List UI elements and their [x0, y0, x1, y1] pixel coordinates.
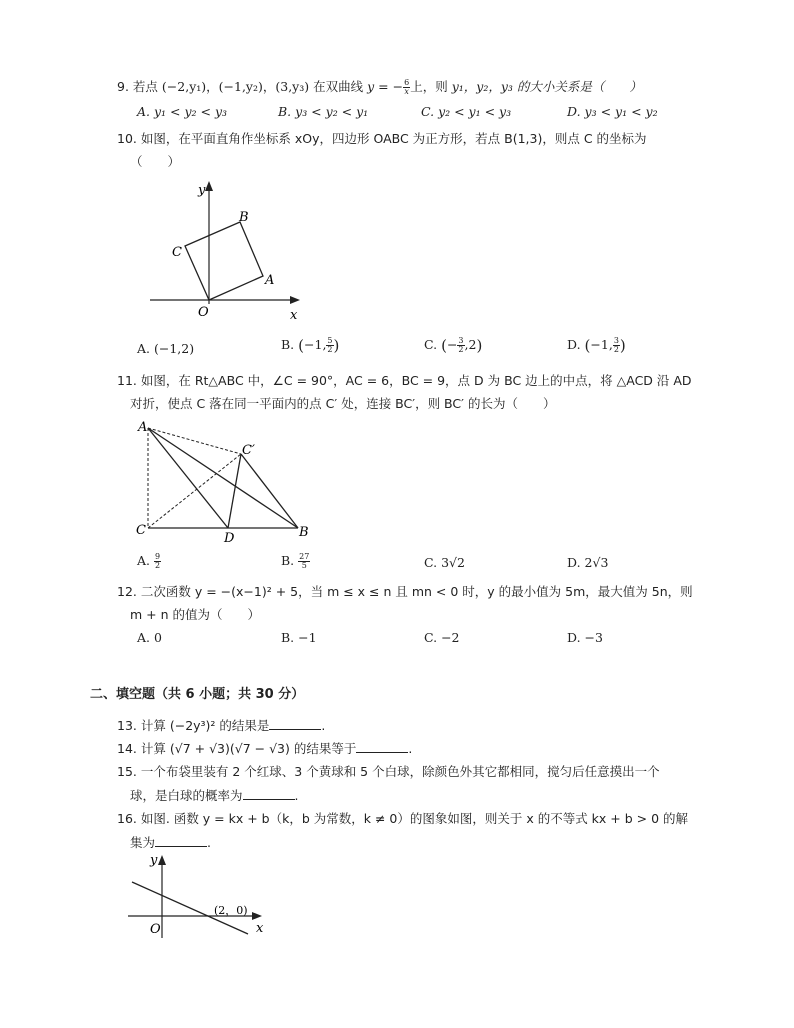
- q10-label-b: B: [239, 210, 249, 225]
- q12-stem-line1: 12. 二次函数 y = −(x−1)² + 5，当 m ≤ x ≤ n 且 mn < 0 时，y 的最小值为 5m，最大值为 5n，则: [117, 584, 693, 599]
- q16-number: 16.: [117, 811, 137, 826]
- q11-segment-acp: [148, 428, 241, 454]
- q11-label-cprime: C′: [242, 443, 255, 458]
- q11-label-b: B: [299, 525, 309, 540]
- q16-label-y: y: [150, 853, 158, 868]
- q11-option-a[interactable]: A. $\frac{9}{2}$: [137, 552, 161, 570]
- q10-square-oabc: [185, 222, 263, 300]
- q9-option-d[interactable]: D. y₃ < y₁ < y₂: [567, 104, 658, 119]
- q13-stem: 13. 计算 (−2y³)² 的结果是 .: [117, 718, 326, 733]
- q9-text-tail: y₁，y₂，y₃ 的大小关系是（ ）: [451, 79, 642, 94]
- q10-x-axis: [150, 296, 300, 304]
- q9-fraction: $\frac{6}{x}$: [404, 78, 410, 96]
- q16-answer-blank[interactable]: [155, 833, 207, 847]
- q9-text-post: 上，则: [410, 79, 448, 94]
- q9-option-a[interactable]: A. y₁ < y₂ < y₃: [137, 104, 228, 119]
- q12-option-c[interactable]: C. −2: [424, 630, 460, 645]
- q16-stem-line1: 16. 如图. 函数 y = kx + b（k，b 为常数，k ≠ 0）的图象如图，则关于 x 的不等式 kx + b > 0 的解: [117, 811, 689, 826]
- q11-segment-ab: [148, 428, 298, 528]
- q12-option-a[interactable]: A. 0: [137, 630, 162, 645]
- q10-y-axis: [205, 181, 213, 304]
- q10-label-y: y: [198, 183, 206, 198]
- q14-answer-blank[interactable]: [356, 739, 408, 753]
- q16-label-x: x: [256, 921, 264, 936]
- q9-text-mid: 在双曲线: [313, 79, 364, 94]
- q9-function: y = −: [367, 79, 404, 94]
- q11-stem-line1: 11. 如图，在 Rt△ABC 中，∠C = 90°，AC = 6，BC = 9，点 D 为 BC 边上的中点，将 △ACD 沿 AD: [117, 373, 692, 388]
- q15-number: 15.: [117, 764, 137, 779]
- q12-stem-line2: m + n 的值为（ ）: [130, 607, 260, 622]
- q10-option-c[interactable]: C. (− $\frac{3}{2}$ ,2): [424, 336, 483, 355]
- q11-number: 11.: [117, 373, 137, 388]
- q10-label-c: C: [172, 245, 182, 260]
- q11-segment-ccp: [148, 454, 241, 528]
- q11-label-c: C: [136, 523, 146, 538]
- q11-label-a: A: [138, 420, 148, 435]
- q10-stem-line2: （ ）: [130, 154, 181, 169]
- q9-option-c[interactable]: C. y₂ < y₁ < y₃: [421, 104, 512, 119]
- q9-text-pre: 若点: [132, 79, 158, 94]
- q10-label-x: x: [290, 308, 298, 323]
- q14-number: 14.: [117, 741, 137, 756]
- q10-label-a: A: [265, 273, 275, 288]
- q10-option-a[interactable]: A. (−1,2): [137, 341, 195, 356]
- q10-option-b[interactable]: B. (−1, $\frac{5}{2}$ ): [281, 336, 340, 355]
- q9-option-b[interactable]: B. y₃ < y₂ < y₁: [278, 104, 369, 119]
- q13-number: 13.: [117, 718, 137, 733]
- q13-answer-blank[interactable]: [269, 716, 321, 730]
- q9-points: (−2,y₁)，(−1,y₂)，(3,y₃): [161, 79, 310, 94]
- q11-segment-dcp: [228, 454, 241, 528]
- q16-figure: [120, 852, 280, 942]
- q15-stem-line1: 15. 一个布袋里装有 2 个红球、3 个黄球和 5 个白球，除颜色外其它都相同，搅匀后任意摸出一个: [117, 764, 660, 779]
- q11-figure: [130, 416, 320, 546]
- q15-stem-line2: 球，是白球的概率为 .: [130, 788, 299, 803]
- q11-segment-ad: [148, 428, 228, 528]
- q16-label-o: O: [150, 922, 161, 937]
- q10-label-o: O: [198, 305, 209, 320]
- q10-stem-line1: 10. 如图，在平面直角作坐标系 xOy，四边形 OABC 为正方形，若点 B(1,3)，则点 C 的坐标为: [117, 131, 647, 146]
- q9-number: 9.: [117, 79, 129, 94]
- q11-option-b[interactable]: B. $\frac{27}{5}$: [281, 552, 310, 570]
- q11-stem-line2: 对折，使点 C 落在同一平面内的点 C′ 处，连接 BC′，则 BC′ 的长为（ ）: [130, 396, 556, 411]
- q16-stem-line2: 集为 .: [130, 835, 211, 850]
- q14-stem: 14. 计算 (√7 + √3)(√7 − √3) 的结果等于 .: [117, 741, 413, 756]
- section-fill-in-heading: 二、填空题（共 6 小题；共 30 分）: [90, 687, 305, 702]
- q15-answer-blank[interactable]: [243, 786, 295, 800]
- q11-label-d: D: [224, 531, 235, 546]
- q11-option-c[interactable]: C. 3√2: [424, 555, 465, 570]
- q11-segment-bcp: [241, 454, 298, 528]
- q10-figure: [140, 176, 310, 326]
- q10-number: 10.: [117, 131, 137, 146]
- q10-option-d[interactable]: D. (−1, $\frac{3}{2}$ ): [567, 336, 626, 355]
- q16-label-intercept: (2，0): [214, 904, 248, 917]
- q12-number: 12.: [117, 584, 137, 599]
- q9-stem: [117, 78, 642, 96]
- q12-option-d[interactable]: D. −3: [567, 630, 603, 645]
- q12-option-b[interactable]: B. −1: [281, 630, 317, 645]
- q11-option-d[interactable]: D. 2√3: [567, 555, 609, 570]
